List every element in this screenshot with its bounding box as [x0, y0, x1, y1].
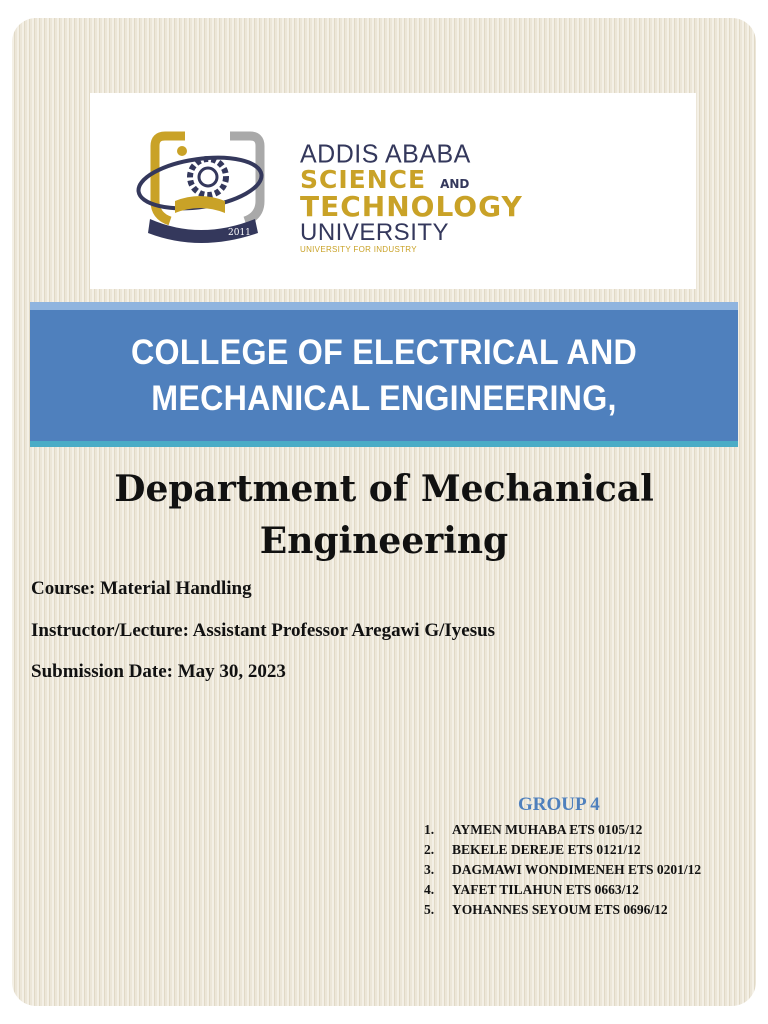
college-banner [30, 302, 738, 447]
department-title-line2: Engineering [259, 520, 509, 562]
group-title: GROUP 4 [518, 794, 600, 815]
course-line: Course: Material Handling [31, 578, 252, 599]
university-emblem-icon [130, 131, 280, 251]
logo-line-addis: ADDIS ABABA [300, 139, 471, 169]
emblem-year: 2011 [228, 228, 251, 238]
college-title-line1: COLLEGE OF ELECTRICAL AND [131, 332, 637, 372]
list-item: 2. BEKELE DEREJE ETS 0121/12 [424, 842, 641, 857]
college-title-line2: MECHANICAL ENGINEERING, [151, 378, 617, 418]
logo-wordmark [300, 141, 680, 255]
member-list [424, 820, 724, 920]
instructor-line: Instructor/Lecture: Assistant Professor Aregawi G/Iyesus [31, 620, 496, 641]
department-title [12, 463, 756, 567]
department-title-line1: Department of Mechanical [114, 468, 654, 510]
list-item: 3. DAGMAWI WONDIMENEH ETS 0201/12 [424, 862, 702, 877]
logo-line-science: SCIENCE [300, 165, 427, 194]
logo-line-university: UNIVERSITY [300, 219, 450, 246]
logo-tagline: UNIVERSITY FOR INDUSTRY [300, 245, 417, 254]
logo-line-technology: TECHNOLOGY [300, 190, 523, 223]
cover-page [12, 18, 756, 1006]
logo-line-and: AND [440, 177, 470, 192]
list-item: 5. YOHANNES SEYOUM ETS 0696/12 [424, 902, 668, 917]
submission-date-line: Submission Date: May 30, 2023 [31, 661, 286, 682]
college-title [131, 330, 637, 422]
list-item: 4. YAFET TILAHUN ETS 0663/12 [424, 882, 639, 897]
university-logo [90, 93, 696, 289]
list-item: 1. AYMEN MUHABA ETS 0105/12 [424, 822, 643, 837]
